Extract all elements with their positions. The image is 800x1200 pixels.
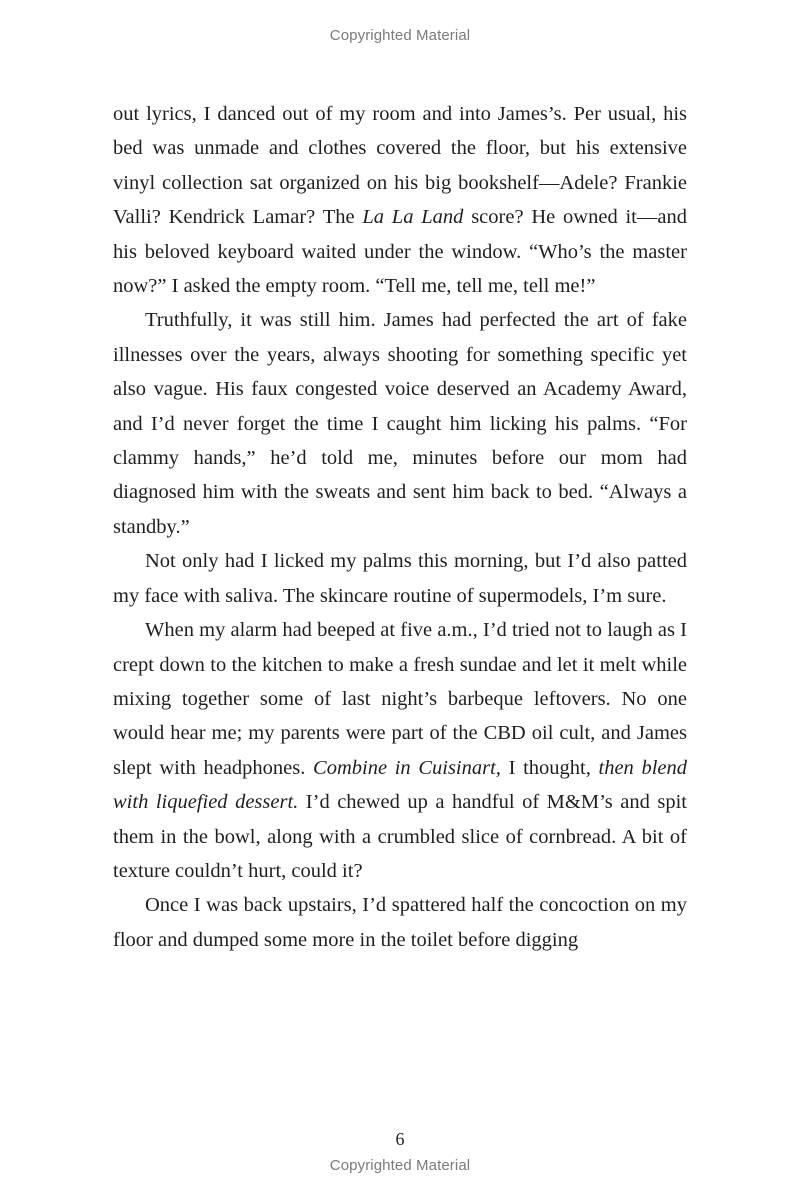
page-number: 6 bbox=[395, 1129, 405, 1149]
text-segment: Once I was back upstairs, I’d spattered half the concoction on my floor and dumped some more in the toilet before digging bbox=[113, 894, 687, 951]
text-segment: I thought, bbox=[500, 756, 599, 779]
paragraph bbox=[113, 97, 687, 303]
paragraph bbox=[113, 888, 687, 957]
copyright-watermark-top: Copyrighted Material bbox=[329, 27, 471, 44]
text-segment: When my alarm had beeped at five a.m., I’d tried not to laugh as I crept down to the kitchen to make a fresh sundae and let it melt while mixing together some of last night’s barbeque leftovers. No one would hear me; my parents were part of the CBD oil cult, and James slept with headphones. bbox=[113, 619, 687, 779]
text-segment: I’d chewed up a handful of M&M’s and spit them in the bowl, along with a crumbled slice of cornbread. A bit of texture couldn’t hurt, could it? bbox=[113, 791, 688, 882]
copyright-watermark-bottom: Copyrighted Material bbox=[329, 1157, 471, 1174]
text-segment-italic: then blend with liquefied dessert. bbox=[113, 756, 687, 814]
paragraph bbox=[113, 613, 687, 888]
body-text bbox=[113, 97, 687, 957]
text-segment-italic: Combine in Cuisinart, bbox=[313, 756, 501, 779]
paragraph bbox=[113, 303, 687, 544]
paragraph bbox=[113, 544, 687, 613]
text-segment: out lyrics, I danced out of my room and into James’s. Per usual, his bed was unmade and clothes covered the floor, but his extensive vinyl collection sat organized on his big bookshelf—Adele? Frankie Valli? Kendrick Lamar? The bbox=[113, 103, 687, 229]
text-segment: Truthfully, it was still him. James had perfected the art of fake illnesses over the years, always shooting for something specific yet also vague. His faux congested voice deserved an Academy Award, and I’d never forget the time I caught him licking his palms. “For clammy hands,” he’d told me, minutes before our mom had diagnosed him with the sweats and sent him back to bed. “Always a standby.” bbox=[113, 309, 687, 538]
text-segment: Not only had I licked my palms this morning, but I’d also patted my face with saliva. The skincare routine of supermodels, I’m sure. bbox=[113, 550, 687, 607]
text-segment-italic: La La Land bbox=[362, 206, 464, 229]
text-segment: score? He owned it—and his beloved keyboard waited under the window. “Who’s the master now?” I asked the empty room. “Tell me, tell me, tell me!” bbox=[113, 206, 687, 298]
